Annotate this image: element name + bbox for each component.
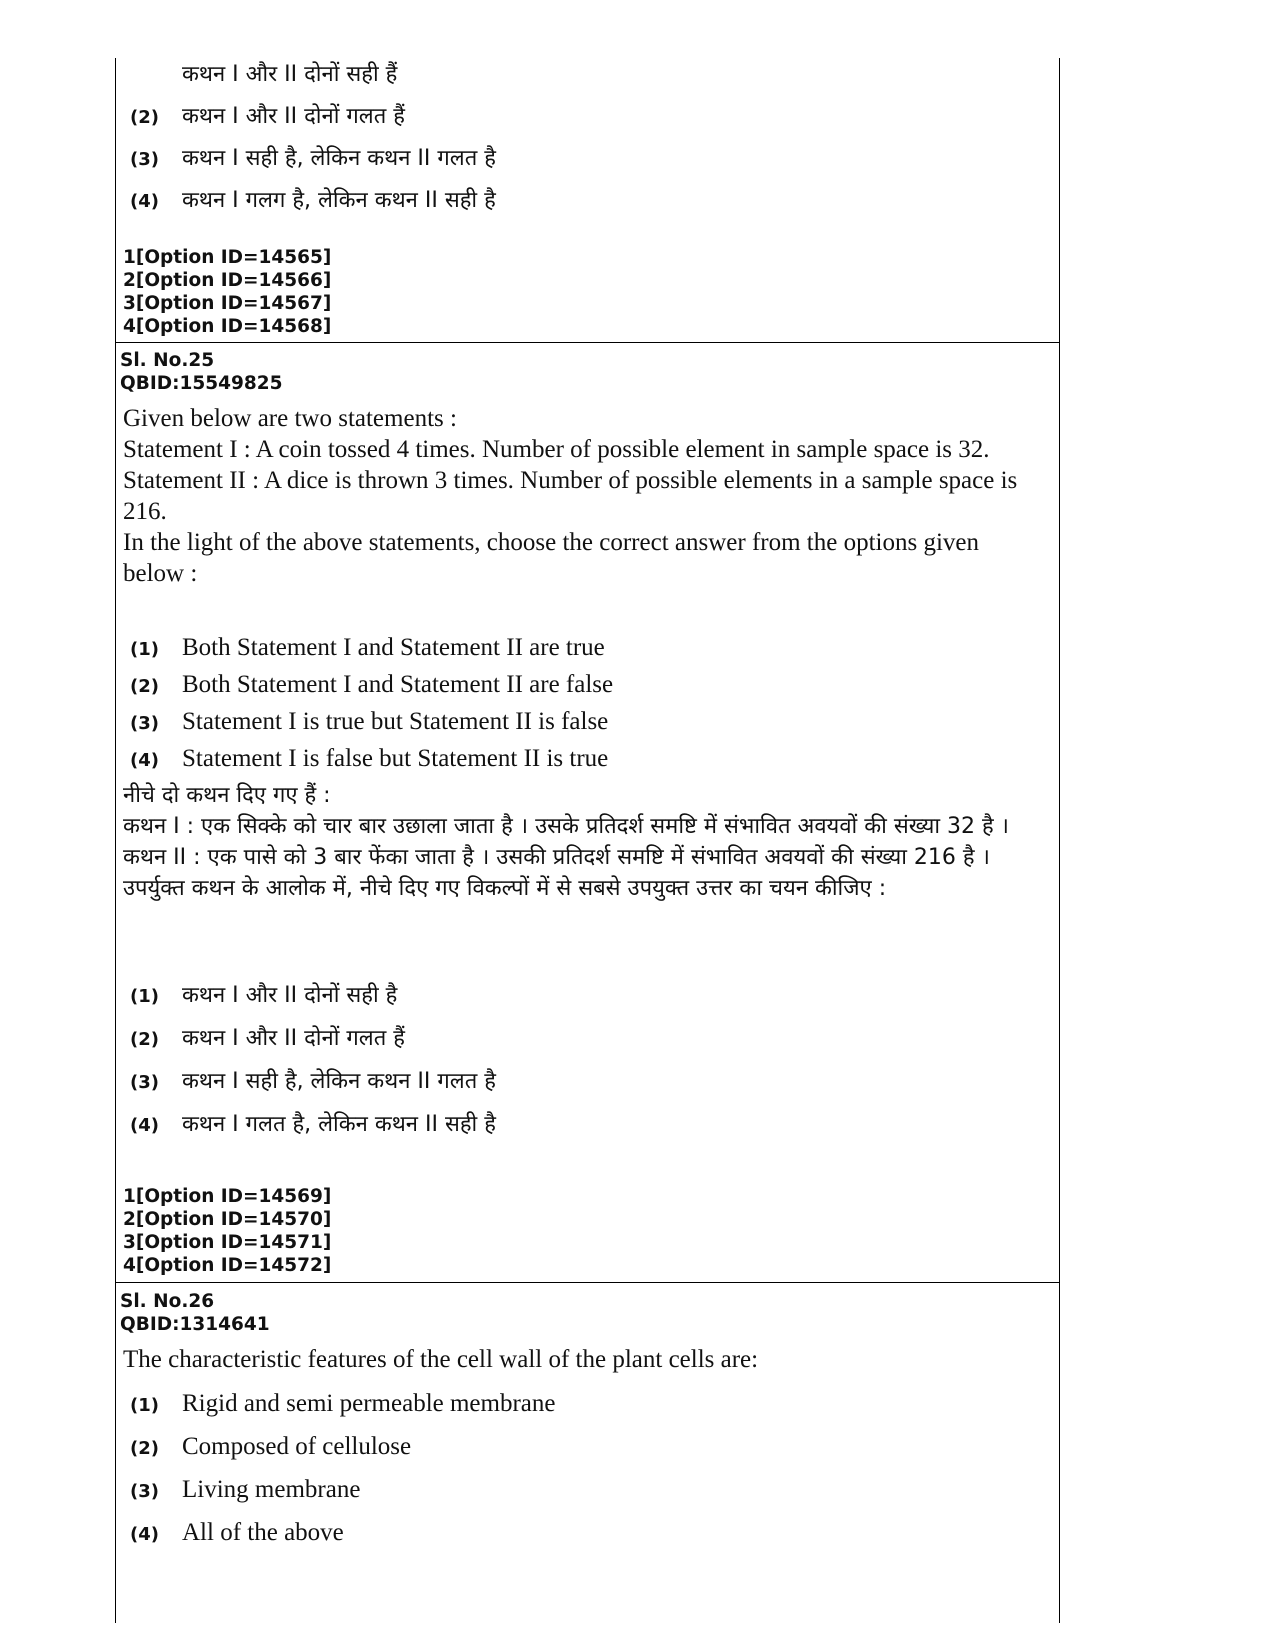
option-number: (3) <box>130 713 159 734</box>
option-number: (4) <box>130 1115 159 1136</box>
option-number: (4) <box>130 191 159 212</box>
stem-line: उपर्युक्त कथन के आलोक में, नीचे दिए गए विकल्पों में से सबसे उपयुक्त उत्तर का चयन कीजिए : <box>123 876 887 901</box>
option-text: Both Statement I and Statement II are true <box>182 634 605 661</box>
q24-hi-option <box>123 100 1048 142</box>
option-text: कथन I और II दोनों गलत हैं <box>182 104 405 129</box>
option-number: (4) <box>130 750 159 771</box>
option-number: (3) <box>130 1072 159 1093</box>
option-id: 3[Option ID=14571] <box>123 1232 332 1253</box>
option-id: 4[Option ID=14572] <box>123 1255 332 1276</box>
stem-line: Given below are two statements : <box>123 405 457 432</box>
option-row <box>123 708 1048 745</box>
option-row <box>123 1022 1048 1065</box>
option-text: Composed of cellulose <box>182 1433 412 1460</box>
option-row <box>123 745 1048 782</box>
stem-line: The characteristic features of the cell wall of the plant cells are: <box>123 1346 759 1373</box>
qbid: QBID:15549825 <box>120 373 283 394</box>
option-row <box>123 979 1048 1022</box>
serial-number: Sl. No.25 <box>120 350 215 371</box>
table-right-border <box>1059 58 1060 1623</box>
option-number: (3) <box>130 1481 159 1502</box>
option-text: Both Statement I and Statement II are false <box>182 671 614 698</box>
qbid: QBID:1314641 <box>120 1314 270 1335</box>
option-number: (2) <box>130 1438 159 1459</box>
q24-hindi-options <box>123 58 1048 226</box>
q24-hi-option <box>123 184 1048 226</box>
stem-line: नीचे दो कथन दिए गए हैं : <box>123 783 331 808</box>
option-text: कथन I सही है, लेकिन कथन II गलत है <box>182 1069 496 1094</box>
option-number: (1) <box>130 986 159 1007</box>
option-row <box>123 1390 1048 1433</box>
q25-option-ids <box>123 1185 1048 1277</box>
q25-options-hindi <box>123 979 1048 1151</box>
option-text: कथन I सही है, लेकिन कथन II गलत है <box>182 146 496 171</box>
q25-stem-hindi <box>123 780 1028 904</box>
q25-stem-english <box>123 403 1028 589</box>
option-number: (1) <box>130 639 159 660</box>
option-text: कथन I और II दोनों सही हैं <box>182 62 398 87</box>
stem-line: कथन II : एक पासे को 3 बार फेंका जाता है । उसकी प्रतिदर्श समष्टि में संभावित अवयवों की संख्या 216 है । <box>123 845 990 870</box>
option-id: 1[Option ID=14565] <box>123 247 332 268</box>
q25-options-english <box>123 634 1048 782</box>
option-id: 4[Option ID=14568] <box>123 316 332 337</box>
option-number: (2) <box>130 676 159 697</box>
stem-line: Statement II : A dice is thrown 3 times. Number of possible elements in a sample space is 216. <box>123 467 1018 525</box>
option-id: 2[Option ID=14570] <box>123 1209 332 1230</box>
q24-option-ids <box>123 246 1048 338</box>
serial-number: Sl. No.26 <box>120 1291 215 1312</box>
option-number: (2) <box>130 1029 159 1050</box>
option-id: 3[Option ID=14567] <box>123 293 332 314</box>
q26-stem-english <box>123 1344 1048 1375</box>
stem-line: कथन I : एक सिक्के को चार बार उछाला जाता है । उसके प्रतिदर्श समष्टि में संभावित अवयवों की संख्या 32 है । <box>123 814 1010 839</box>
option-row <box>123 1519 1048 1562</box>
option-text: कथन I गलत है, लेकिन कथन II सही है <box>182 1112 496 1137</box>
option-number: (1) <box>130 1395 159 1416</box>
option-text: Statement I is true but Statement II is false <box>182 708 609 735</box>
option-text: All of the above <box>182 1519 344 1546</box>
q24-hi-option <box>123 142 1048 184</box>
option-number: (4) <box>130 1524 159 1545</box>
option-row <box>123 1108 1048 1151</box>
option-row <box>123 1476 1048 1519</box>
q26-options-english <box>123 1390 1048 1562</box>
row-divider <box>115 1282 1060 1283</box>
option-id: 2[Option ID=14566] <box>123 270 332 291</box>
option-row <box>123 671 1048 708</box>
option-text: कथन I और II दोनों गलत हैं <box>182 1026 405 1051</box>
q26-header <box>120 1290 1045 1336</box>
stem-line: Statement I : A coin tossed 4 times. Number of possible element in sample space is 32. <box>123 436 990 463</box>
row-divider <box>115 342 1060 343</box>
option-number: (3) <box>130 149 159 170</box>
option-row <box>123 1065 1048 1108</box>
option-text: Statement I is false but Statement II is true <box>182 745 609 772</box>
option-row <box>123 634 1048 671</box>
option-text: Living membrane <box>182 1476 361 1503</box>
option-text: कथन I गलग है, लेकिन कथन II सही है <box>182 188 496 213</box>
option-number: (2) <box>130 107 159 128</box>
option-id: 1[Option ID=14569] <box>123 1186 332 1207</box>
option-text: कथन I और II दोनों सही है <box>182 983 398 1008</box>
option-text: Rigid and semi permeable membrane <box>182 1390 556 1417</box>
stem-line: In the light of the above statements, choose the correct answer from the options given below : <box>123 529 979 587</box>
q24-hi-option <box>123 58 1048 100</box>
option-row <box>123 1433 1048 1476</box>
table-left-border <box>115 58 116 1623</box>
q25-header <box>120 349 1045 395</box>
